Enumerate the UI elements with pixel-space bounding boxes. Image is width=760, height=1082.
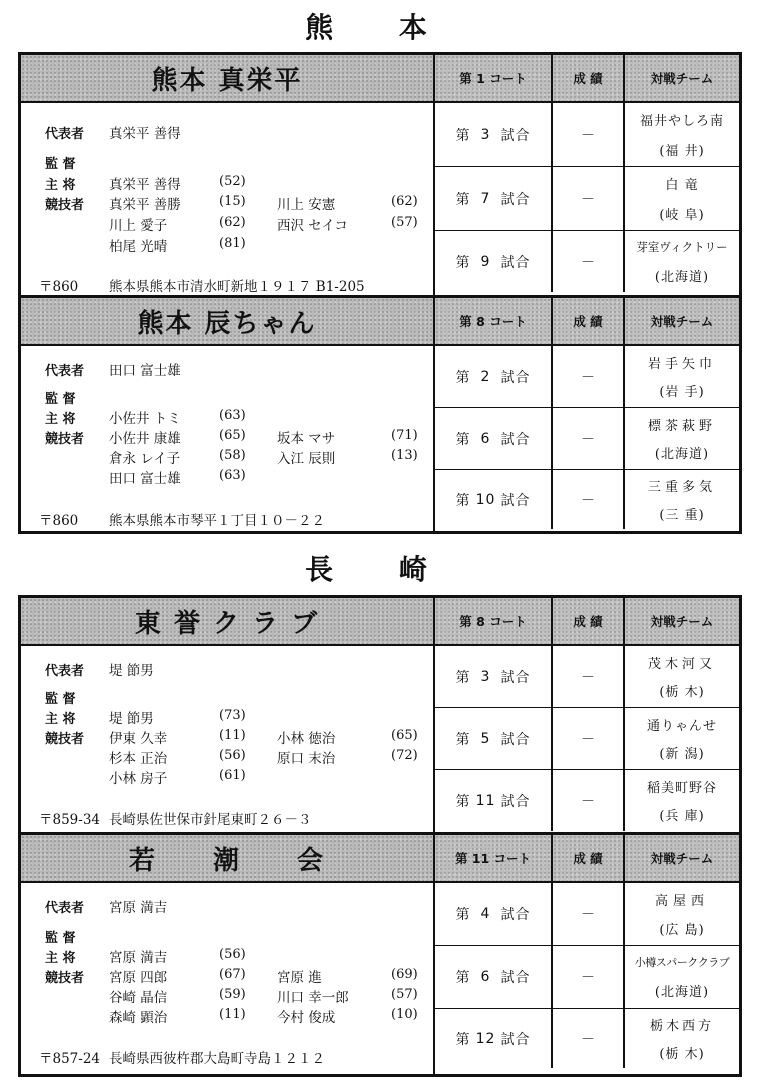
match-suffix: 試合 bbox=[500, 254, 531, 271]
captain-name: 小佐井 トミ bbox=[109, 411, 181, 427]
representative-label: 代表者 bbox=[45, 901, 85, 916]
opponent-name: 栃木西方 bbox=[649, 1019, 714, 1035]
player-age: (71) bbox=[391, 428, 418, 443]
match-row bbox=[435, 708, 739, 770]
match-suffix: 試合 bbox=[500, 731, 531, 748]
match-number bbox=[435, 646, 553, 707]
match-number bbox=[435, 708, 553, 769]
match-prefix: 第 bbox=[455, 970, 471, 986]
region-title-kumamoto: 熊 本 bbox=[305, 11, 455, 44]
coach-label: 監 督 bbox=[45, 157, 76, 172]
team-name: 東 誉 ク ラ ブ bbox=[134, 608, 320, 639]
match-result: － bbox=[553, 470, 625, 529]
match-row bbox=[435, 1009, 739, 1068]
match-row bbox=[435, 470, 739, 529]
match-suffix: 試合 bbox=[500, 431, 531, 448]
captain-label: 主 将 bbox=[45, 178, 76, 193]
match-number bbox=[435, 231, 553, 292]
opponent-cell bbox=[625, 770, 739, 831]
player-name: 谷崎 晶信 bbox=[109, 990, 168, 1006]
player-name: 田口 富士雄 bbox=[109, 471, 181, 487]
match-num: 4 bbox=[480, 906, 491, 922]
match-list bbox=[435, 883, 739, 1068]
opponent-name: 福井やしろ南 bbox=[639, 114, 724, 130]
match-suffix: 試合 bbox=[500, 191, 531, 208]
coach-label: 監 督 bbox=[45, 931, 76, 946]
player-age: (59) bbox=[219, 987, 246, 1002]
player-name: 西沢 セイコ bbox=[277, 218, 348, 234]
player-name: 川上 安憲 bbox=[277, 197, 336, 213]
match-num: 6 bbox=[480, 430, 491, 447]
player-age: (72) bbox=[391, 748, 418, 763]
player-age: (11) bbox=[219, 1007, 246, 1022]
opponent-name: 高屋西 bbox=[654, 894, 709, 909]
opponent-header: 対戦チーム bbox=[625, 598, 739, 644]
opponent-cell bbox=[625, 470, 739, 529]
representative-name: 宮原 満吉 bbox=[109, 900, 168, 916]
region-block-nagasaki bbox=[18, 595, 742, 1077]
player-name: 真栄平 善勝 bbox=[109, 197, 181, 213]
opponent-cell bbox=[625, 946, 739, 1008]
captain-label: 主 将 bbox=[45, 412, 76, 427]
captain-name: 宮原 満吉 bbox=[109, 950, 168, 966]
match-result: － bbox=[553, 646, 625, 707]
representative-name: 堤 節男 bbox=[109, 663, 154, 679]
match-result: － bbox=[553, 946, 625, 1008]
captain-name: 真栄平 善得 bbox=[109, 177, 181, 193]
match-row bbox=[435, 103, 739, 167]
captain-label: 主 将 bbox=[45, 712, 76, 727]
team-address: 熊本県熊本市琴平１丁目１０－２２ bbox=[109, 513, 325, 529]
match-prefix: 第 bbox=[455, 369, 471, 386]
match-row bbox=[435, 770, 739, 831]
match-number bbox=[435, 167, 553, 230]
match-num: 6 bbox=[480, 969, 491, 985]
opponent-cell bbox=[625, 346, 739, 407]
result-header: 成 績 bbox=[553, 298, 625, 344]
opponent-cell bbox=[625, 646, 739, 707]
match-num: 10 bbox=[475, 491, 496, 508]
match-prefix: 第 bbox=[455, 492, 471, 509]
match-list bbox=[435, 646, 739, 831]
match-number bbox=[435, 883, 553, 945]
match-num: 9 bbox=[480, 253, 491, 270]
opponent-name: 白 竜 bbox=[665, 178, 699, 194]
match-list bbox=[435, 346, 739, 529]
opponent-prefecture: (新 潟) bbox=[659, 747, 705, 763]
region-title-nagasaki: 長 崎 bbox=[305, 553, 455, 586]
match-schedule bbox=[435, 835, 739, 1074]
player-name: 杉本 正治 bbox=[109, 751, 168, 767]
opponent-prefecture: (岩 手) bbox=[659, 385, 705, 401]
team-name: 熊本 真栄平 bbox=[151, 65, 303, 96]
player-name: 川上 愛子 bbox=[109, 218, 168, 234]
opponent-cell bbox=[625, 231, 739, 292]
captain-age: (63) bbox=[219, 408, 246, 423]
opponent-name: 三重多気 bbox=[647, 480, 716, 496]
player-name: 柏尾 光晴 bbox=[109, 239, 168, 255]
match-row bbox=[435, 646, 739, 708]
opponent-prefecture: (福 井) bbox=[659, 143, 705, 159]
match-schedule bbox=[435, 598, 739, 833]
team-header bbox=[21, 55, 433, 103]
opponent-cell bbox=[625, 408, 739, 469]
opponent-header: 対戦チーム bbox=[625, 55, 739, 101]
opponent-prefecture: (北海道) bbox=[654, 447, 710, 463]
team-card bbox=[21, 55, 435, 296]
player-age: (61) bbox=[219, 768, 246, 783]
opponent-name: 標茶萩野 bbox=[647, 418, 716, 434]
representative-label: 代表者 bbox=[45, 664, 85, 679]
opponent-prefecture: (北海道) bbox=[654, 985, 710, 1001]
player-age: (57) bbox=[391, 215, 418, 230]
opponent-name: 岩手矢巾 bbox=[647, 356, 716, 372]
player-name: 小佐井 康雄 bbox=[109, 431, 181, 447]
player-age: (62) bbox=[219, 215, 246, 230]
player-name: 伊東 久幸 bbox=[109, 731, 168, 747]
match-suffix: 試合 bbox=[500, 907, 531, 923]
match-row bbox=[435, 167, 739, 231]
player-age: (65) bbox=[219, 428, 246, 443]
opponent-cell bbox=[625, 883, 739, 945]
coach-label: 監 督 bbox=[45, 692, 76, 707]
player-age: (58) bbox=[219, 448, 246, 463]
opponent-prefecture: (岐 阜) bbox=[659, 207, 705, 223]
match-suffix: 試合 bbox=[500, 970, 531, 986]
court-label: 第 1 コート bbox=[435, 55, 553, 101]
opponent-name: 通りゃんせ bbox=[646, 718, 717, 734]
player-age: (81) bbox=[219, 236, 246, 251]
result-header: 成 績 bbox=[553, 55, 625, 101]
captain-age: (56) bbox=[219, 947, 246, 962]
players-label: 競技者 bbox=[45, 971, 85, 986]
zip-code: 〒860 bbox=[39, 279, 79, 295]
schedule-header bbox=[435, 598, 739, 646]
opponent-name: 稲美町野谷 bbox=[646, 780, 717, 796]
player-name: 宮原 四郎 bbox=[109, 970, 168, 986]
player-age: (69) bbox=[391, 967, 418, 982]
player-age: (67) bbox=[219, 967, 246, 982]
match-prefix: 第 bbox=[455, 731, 471, 748]
match-suffix: 試合 bbox=[500, 1031, 531, 1048]
team-card bbox=[21, 835, 435, 1074]
players-label: 競技者 bbox=[45, 198, 85, 213]
team-header bbox=[21, 598, 433, 646]
opponent-cell bbox=[625, 167, 739, 230]
representative-name: 真栄平 善得 bbox=[109, 126, 181, 142]
match-number bbox=[435, 1009, 553, 1068]
team-address: 長崎県西彼杵郡大島町寺島１２１２ bbox=[109, 1051, 325, 1067]
player-age: (13) bbox=[391, 448, 418, 463]
player-name: 入江 辰則 bbox=[277, 451, 336, 467]
match-prefix: 第 bbox=[455, 907, 471, 923]
court-label: 第 8 コート bbox=[435, 298, 553, 344]
team-name: 若 潮 会 bbox=[128, 845, 325, 876]
player-age: (63) bbox=[219, 468, 246, 483]
schedule-header bbox=[435, 835, 739, 883]
player-age: (56) bbox=[219, 748, 246, 763]
player-name: 小林 徳治 bbox=[277, 731, 336, 747]
match-suffix: 試合 bbox=[500, 127, 531, 144]
opponent-prefecture: (栃 木) bbox=[659, 685, 705, 701]
player-age: (57) bbox=[391, 987, 418, 1002]
match-num: 11 bbox=[475, 792, 496, 809]
match-row bbox=[435, 408, 739, 470]
match-suffix: 試合 bbox=[500, 669, 531, 686]
match-row bbox=[435, 346, 739, 408]
match-prefix: 第 bbox=[455, 254, 471, 271]
player-name: 今村 俊成 bbox=[277, 1010, 336, 1026]
match-result: － bbox=[553, 167, 625, 230]
representative-label: 代表者 bbox=[45, 127, 85, 142]
representative-name: 田口 富士雄 bbox=[109, 363, 181, 379]
opponent-prefecture: (兵 庫) bbox=[659, 809, 705, 825]
team-card bbox=[21, 298, 435, 531]
opponent-cell bbox=[625, 103, 739, 166]
court-label: 第 11 コート bbox=[435, 835, 553, 881]
match-schedule bbox=[435, 298, 739, 531]
player-name: 坂本 マサ bbox=[277, 431, 336, 447]
match-result: － bbox=[553, 408, 625, 469]
match-result: － bbox=[553, 1009, 625, 1068]
match-list bbox=[435, 103, 739, 292]
match-num: 7 bbox=[480, 190, 491, 207]
match-prefix: 第 bbox=[455, 1031, 471, 1048]
match-number bbox=[435, 946, 553, 1008]
opponent-name: 芽室ヴィクトリー bbox=[636, 239, 728, 254]
match-result: － bbox=[553, 708, 625, 769]
captain-age: (73) bbox=[219, 708, 246, 723]
match-prefix: 第 bbox=[455, 669, 471, 686]
match-suffix: 試合 bbox=[500, 793, 531, 810]
zip-code: 〒860 bbox=[39, 513, 79, 529]
opponent-prefecture: (三 重) bbox=[659, 507, 705, 523]
match-suffix: 試合 bbox=[500, 369, 531, 386]
player-name: 宮原 進 bbox=[277, 970, 322, 986]
captain-label: 主 将 bbox=[45, 951, 76, 966]
captain-name: 堤 節男 bbox=[109, 711, 154, 727]
opponent-name: 茂木河又 bbox=[647, 656, 716, 672]
match-prefix: 第 bbox=[455, 431, 471, 448]
zip-code: 〒857-24 bbox=[39, 1051, 101, 1067]
team-address: 長崎県佐世保市針尾東町２６－３ bbox=[109, 812, 312, 828]
match-number bbox=[435, 770, 553, 831]
region-block-kumamoto bbox=[18, 52, 742, 534]
match-result: － bbox=[553, 231, 625, 292]
match-row bbox=[435, 946, 739, 1009]
team-address: 熊本県熊本市清水町新地１９１７ B1-205 bbox=[109, 279, 365, 295]
match-prefix: 第 bbox=[455, 127, 471, 144]
zip-code: 〒859-34 bbox=[39, 812, 101, 828]
player-age: (11) bbox=[219, 728, 246, 743]
match-number bbox=[435, 346, 553, 407]
opponent-header: 対戦チーム bbox=[625, 298, 739, 344]
match-result: － bbox=[553, 883, 625, 945]
player-name: 原口 末治 bbox=[277, 751, 336, 767]
match-prefix: 第 bbox=[455, 191, 471, 208]
result-header: 成 績 bbox=[553, 598, 625, 644]
team-card bbox=[21, 598, 435, 833]
opponent-cell bbox=[625, 1009, 739, 1068]
player-name: 倉永 レイ子 bbox=[109, 451, 181, 467]
opponent-header: 対戦チーム bbox=[625, 835, 739, 881]
player-name: 川口 幸一郎 bbox=[277, 990, 349, 1006]
match-num: 2 bbox=[480, 368, 491, 385]
player-name: 小林 房子 bbox=[109, 771, 168, 787]
opponent-cell bbox=[625, 708, 739, 769]
players-label: 競技者 bbox=[45, 432, 85, 447]
result-header: 成 績 bbox=[553, 835, 625, 881]
match-row bbox=[435, 883, 739, 946]
players-label: 競技者 bbox=[45, 732, 85, 747]
captain-age: (52) bbox=[219, 174, 246, 189]
match-schedule bbox=[435, 55, 739, 296]
match-number bbox=[435, 408, 553, 469]
match-num: 5 bbox=[480, 730, 491, 747]
match-row bbox=[435, 231, 739, 292]
match-num: 12 bbox=[475, 1030, 496, 1047]
opponent-name: 小樽スパーククラブ bbox=[634, 955, 730, 969]
match-number bbox=[435, 103, 553, 166]
team-name: 熊本 辰ちゃん bbox=[137, 308, 317, 339]
player-age: (65) bbox=[391, 728, 418, 743]
player-age: (62) bbox=[391, 194, 418, 209]
coach-label: 監 督 bbox=[45, 392, 76, 407]
opponent-prefecture: (栃 木) bbox=[659, 1046, 705, 1062]
match-num: 3 bbox=[480, 126, 491, 143]
team-header bbox=[21, 835, 433, 883]
match-number bbox=[435, 470, 553, 529]
schedule-header bbox=[435, 55, 739, 103]
court-label: 第 8 コート bbox=[435, 598, 553, 644]
schedule-header bbox=[435, 298, 739, 346]
match-result: － bbox=[553, 103, 625, 166]
player-age: (10) bbox=[391, 1007, 418, 1022]
player-name: 森崎 顕治 bbox=[109, 1010, 168, 1026]
representative-label: 代表者 bbox=[45, 364, 85, 379]
match-result: － bbox=[553, 770, 625, 831]
match-num: 3 bbox=[480, 668, 491, 685]
team-header bbox=[21, 298, 433, 346]
match-prefix: 第 bbox=[455, 793, 471, 810]
match-result: － bbox=[553, 346, 625, 407]
match-suffix: 試合 bbox=[500, 492, 531, 509]
player-age: (15) bbox=[219, 194, 246, 209]
opponent-prefecture: (北海道) bbox=[654, 269, 710, 285]
opponent-prefecture: (広 島) bbox=[659, 923, 705, 938]
